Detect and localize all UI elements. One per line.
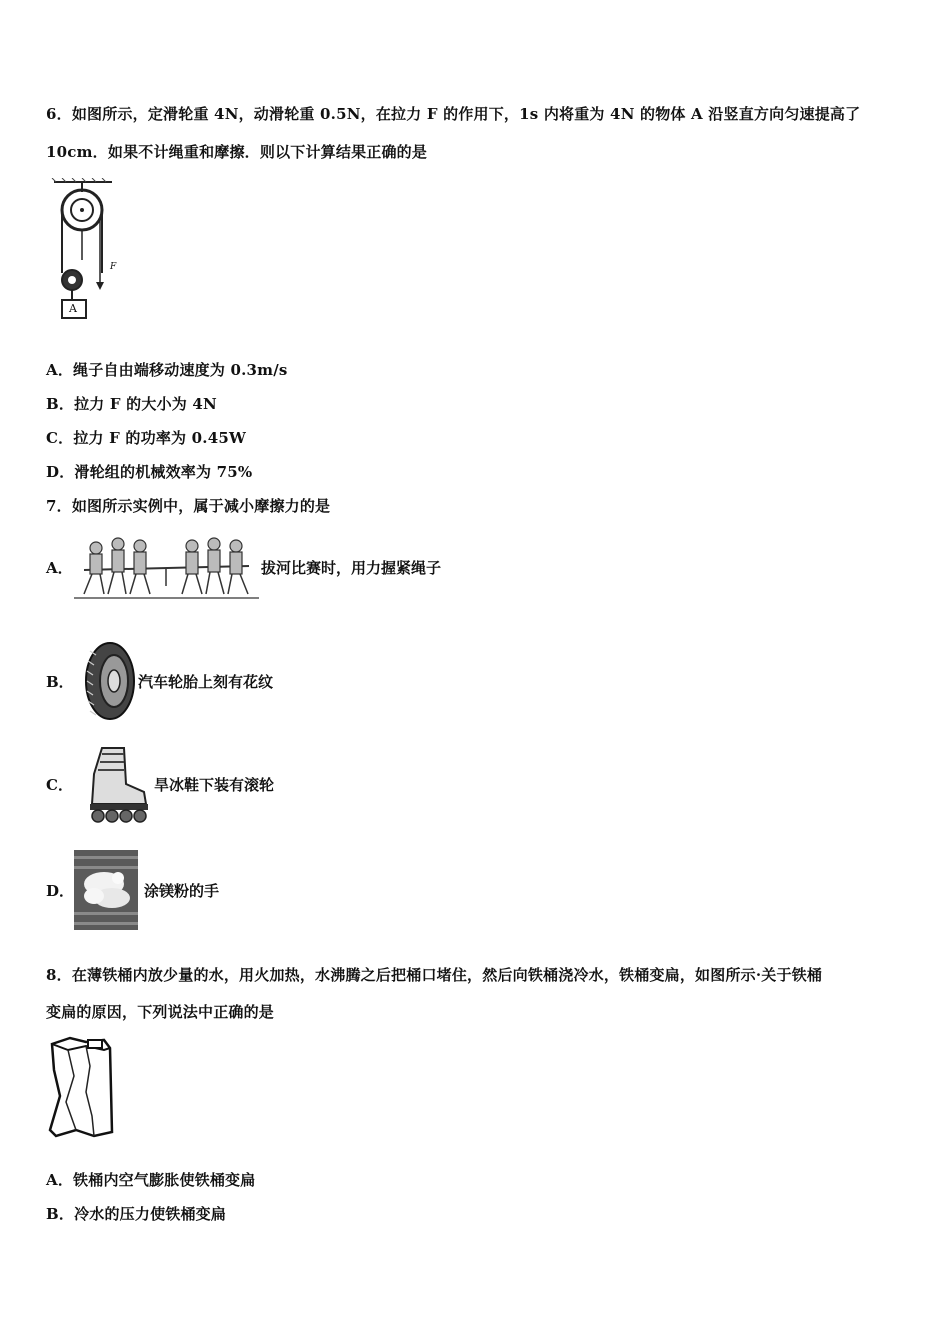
q8-option-a: A．铁桶内空气膨胀使铁桶变扁 [46, 1171, 256, 1189]
figure-label-a: A [69, 302, 77, 315]
q7-option-d-label: D． [46, 881, 75, 900]
q6-stem-line2: 10cm．如果不计绳重和摩擦．则以下计算结果正确的是 [46, 143, 428, 161]
q7-option-c-text: 旱冰鞋下装有滚轮 [154, 775, 275, 794]
roller-skate-image [84, 744, 150, 824]
q7-option-b-label: B． [46, 672, 74, 691]
q8-stem-line1: 8．在薄铁桶内放少量的水，用火加热，水沸腾之后把桶口堵住，然后向铁桶浇冷水，铁桶变扁，如图所示·关于铁桶 [46, 966, 823, 984]
q7-option-a-label: A． [46, 558, 73, 577]
q6-option-d: D．滑轮组的机械效率为 75% [46, 463, 253, 481]
q7-option-b [46, 641, 273, 721]
pulley-figure [50, 178, 140, 323]
figure-label-f: F [110, 262, 117, 272]
q8-stem-line2: 变扁的原因，下列说法中正确的是 [46, 1003, 275, 1021]
q6-option-c: C．拉力 F 的功率为 0.45W [46, 429, 247, 447]
q7-stem: 7．如图所示实例中，属于减小摩擦力的是 [46, 497, 331, 515]
tug-of-war-image [74, 534, 259, 600]
tire-image [80, 641, 136, 721]
chalked-hands-image [74, 850, 138, 930]
q6-option-a: A．绳子自由端移动速度为 0.3m/s [46, 361, 288, 379]
q7-option-a [46, 534, 441, 600]
q7-option-b-text: 汽车轮胎上刻有花纹 [138, 672, 274, 691]
q7-option-d-text: 涂镁粉的手 [144, 881, 220, 900]
q8-option-b: B．冷水的压力使铁桶变扁 [46, 1205, 227, 1223]
q7-option-a-text: 拔河比赛时，用力握紧绳子 [261, 558, 442, 577]
q7-option-c [46, 744, 274, 824]
q7-option-d [46, 850, 219, 930]
q6-stem-line1: 6．如图所示，定滑轮重 4N，动滑轮重 0.5N，在拉力 F 的作用下，1s 内将重为 4N 的物体 A 沿竖直方向匀速提高了 [46, 105, 861, 123]
q6-option-b: B．拉力 F 的大小为 4N [46, 395, 217, 413]
dented-bucket-figure [46, 1036, 116, 1142]
q7-option-c-label: C． [46, 775, 73, 794]
